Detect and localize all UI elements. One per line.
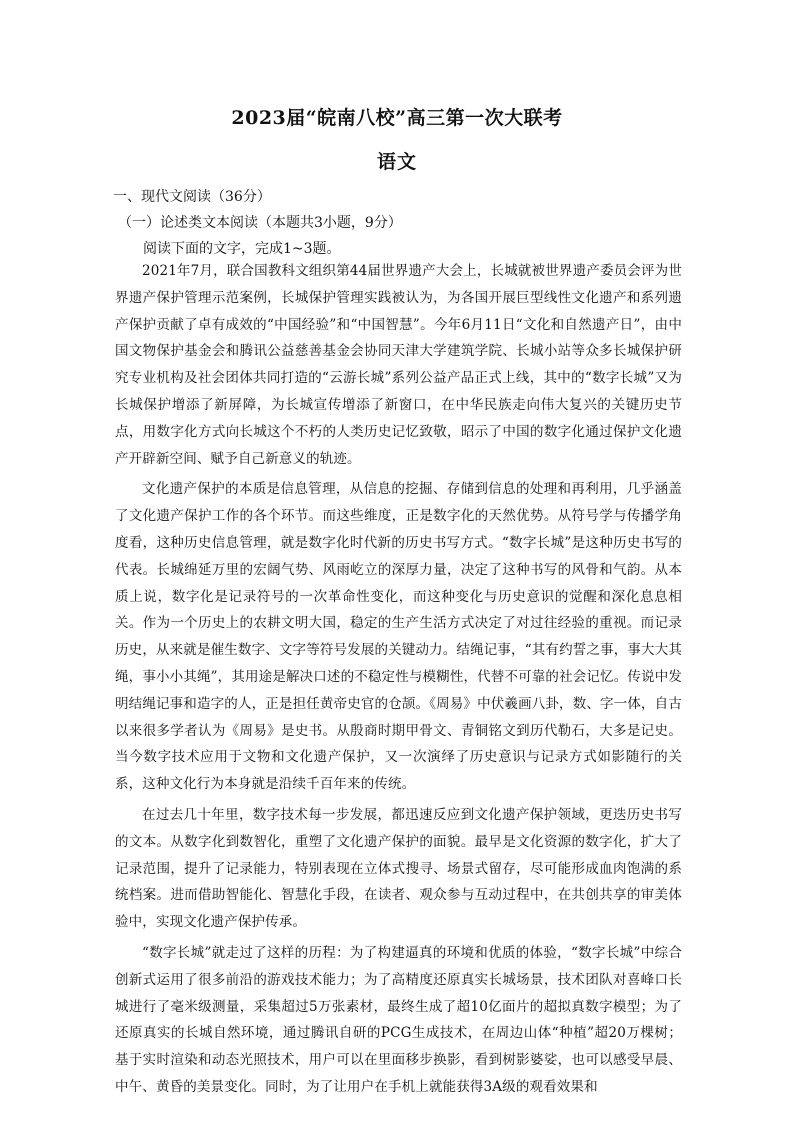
exam-title: 2023届“皖南八校”高三第一次大联考	[231, 107, 563, 129]
paragraph: 在过去几十年里，数字技术每一步发展，都迅速反应到文化遗产保护领域，更迭历史书写的文本。从数字化到数智化，重塑了文化遗产保护的面貌。最早是文化资源的数字化，扩大了记录范围，提升了记录能力，特别表现在立体式搜寻、场景式留存，尽可能形成血肉饱满的系统档案。进而借助智能化、智慧化手段，在读者、观众参与互动过程中，在共创共享的审美体验中，实现文化遗产保护传承。	[115, 806, 682, 931]
subject-title: 语文	[376, 151, 417, 173]
paragraph: “数字长城”就走过了这样的历程：为了构建逼真的环境和优质的体验，“数字长城”中综合创新式运用了很多前沿的游戏技术能力；为了高精度还原真实长城场景，技术团队对喜峰口长城进行了毫米级测量，采集超过5万张素材，最终生成了超10亿面片的超拟真数字模型；为了还原真实的长城自然环境，通过腾讯自研的PCG生成技术，在周边山体“种植”超20万棵树；基于实时渲染和动态光照技术，用户可以在里面移步换影，看到树影婆娑，也可以感受早晨、中午、黄昏的美景变化。同时，为了让用户在手机上就能获得3A级的观看效果和	[115, 944, 682, 1095]
section-heading: 一、现代文阅读（36分）	[113, 189, 271, 205]
paragraph: 文化遗产保护的本质是信息管理，从信息的挖掘、存储到信息的处理和再利用，几乎涵盖了文化遗产保护工作的各个环节。而这些维度，正是数字化的天然优势。从符号学与传播学角度看，这种历史信息管理，就是数字化时代新的历史书写方式。“数字长城”是这种历史书写的代表。长城绵延万里的宏阔气势、风雨屹立的深厚力量，决定了这种书写的风骨和气韵。从本质上说，数字化是记录符号的一次革命性变化，而这种变化与历史意识的觉醒和深化息息相关。作为一个历史上的农耕文明大国，稳定的生产生活方式决定了对过往经验的重视。而记录历史，从来就是催生数字、文字等符号发展的关键动力。结绳记事，“其有约誓之事，事大大其绳，事小小其绳”，其用途是解决口述的不稳定性与模糊性，代替不可靠的社会记忆。传说中发明结绳记事和造字的人，正是担任黄帝史官的仓颉。《周易》中伏羲画八卦，数、字一体，自古以来很多学者认为《周易》是史书。从殷商时期甲骨文、青铜铭文到历代勒石，大多是记史。当今数字技术应用于文物和文化遗产保护，又一次演绎了历史意识与记录方式如影随行的关系，这种文化行为本身就是沿续千百年来的传统。	[115, 481, 682, 793]
paragraph: 2021年7月，联合国教科文组织第44届世界遗产大会上，长城就被世界遗产委员会评为世界遗产保护管理示范案例，长城保护管理实践被认为，为各国开展巨型线性文化遗产和系列遗产保护贡献了卓有成效的“中国经验”和“中国智慧”。今年6月11日“文化和自然遗产日”，由中国文物保护基金会和腾讯公益慈善基金会协同天津大学建筑学院、长城小站等众多长城保护研究专业机构及社会团体共同打造的“云游长城”系列公益产品正式上线，其中的“数字长城”又为长城保护增添了新屏障，为长城宣传增添了新窗口，在中华民族走向伟大复兴的关键历史节点，用数字化方式向长城这个不朽的人类历史记忆致敬，昭示了中国的数字化通过保护文化遗产开辟新空间、赋予自己新意义的轨迹。	[115, 263, 682, 467]
passage-body	[115, 258, 682, 1105]
subsection-heading: （一）论述类文本阅读（本题共3小题，9分）	[118, 215, 402, 231]
reading-instruction: 阅读下面的文字，完成1~3题。	[143, 241, 341, 257]
